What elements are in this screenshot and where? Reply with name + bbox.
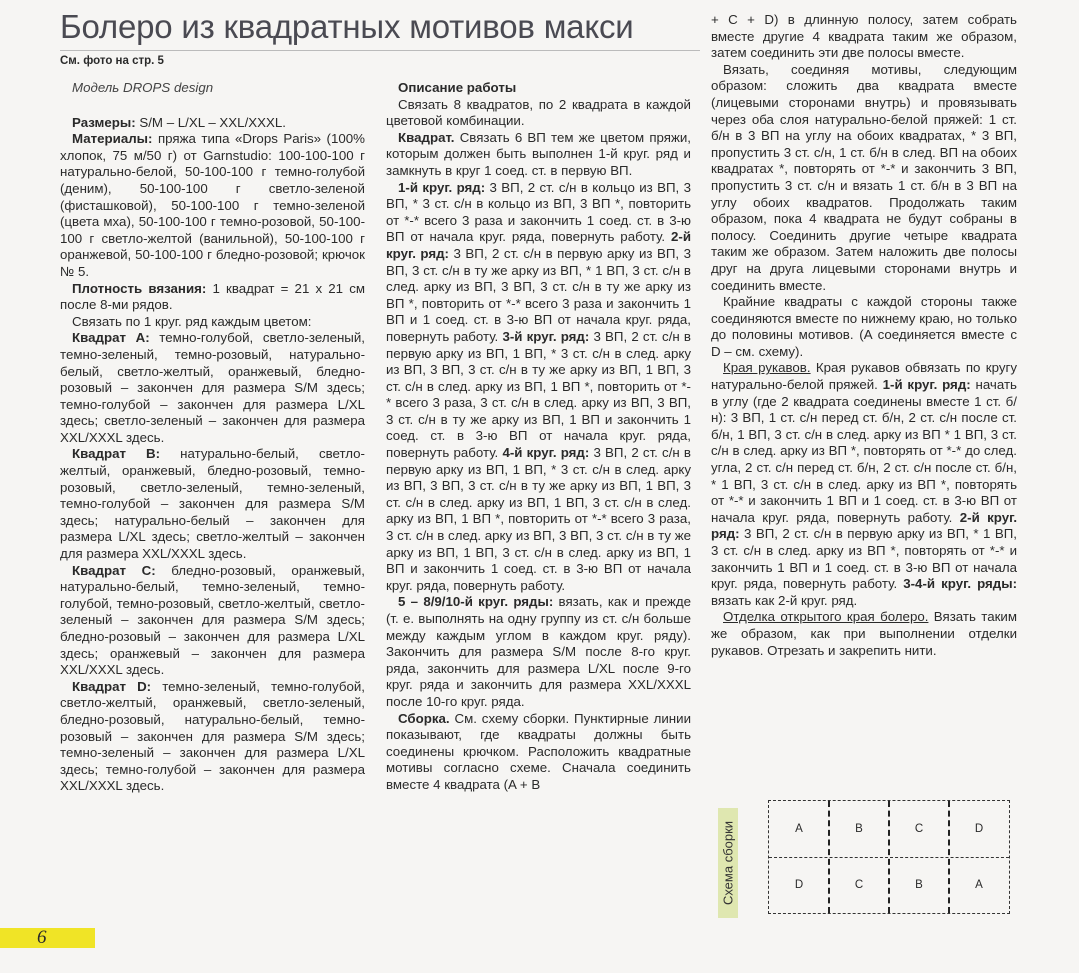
square-paragraph xyxy=(386,130,691,180)
edge-finish-paragraph xyxy=(711,609,1017,659)
square-c-label: Квадрат C: xyxy=(72,562,156,578)
round5-label: 5 – 8/9/10-й круг. ряды: xyxy=(398,594,554,610)
edge-finish-label: Отделка открытого края болеро. xyxy=(723,609,929,625)
column-materials xyxy=(60,80,365,795)
model-credit: Модель DROPS design xyxy=(72,80,214,95)
edge-squares-paragraph: Крайние квадраты с каждой стороны также соединяются вместе по нижнему краю, но только до половины мотивов. (A соединяется вместе с D – см. схему). xyxy=(711,294,1017,359)
scheme-square-bottom-3: B xyxy=(915,879,923,891)
square-a-text: темно-голубой, светло-зеленый, темно-зеленый, темно-розовый, натурально-белый, светло-желтый, оранжевый, бледно-розовый – закончен для размера S/M здесь; темно-голубой – закончен для размера L/XL здесь; светло-зеленый – закончен для размера XXL/XXXL здесь. xyxy=(60,330,365,445)
density-label: Плотность вязания: xyxy=(72,280,207,296)
square-a-label: Квадрат A: xyxy=(72,330,150,346)
sleeve-round34-label: 3-4-й круг. ряды: xyxy=(903,576,1017,592)
round3-label: 3-й круг. ряд: xyxy=(502,328,590,344)
rounds-5-10-paragraph xyxy=(386,594,691,710)
square-d-text: темно-зеленый, темно-голубой, светло-желтый, оранжевый, светло-зеленый, бледно-розовый, натурально-белый, темно-розовый – закончен для размера S/M здесь; темно-зеленый – закончен для размера L/XL здесь; темно-голубой – закончен для размера XXL/XXXL здесь. xyxy=(60,678,365,794)
column-finishing xyxy=(711,12,1017,659)
square-b-paragraph xyxy=(60,446,365,562)
square-d-label: Квадрат D: xyxy=(72,678,152,694)
materials-label: Материалы: xyxy=(72,131,153,147)
scheme-square-top-1: A xyxy=(795,823,803,835)
joining-paragraph: Вязать, соединяя мотивы, следующим образом: сложить два квадрата вместе (лицевыми сторонами внутрь) и провязывать через оба слоя натурально-белой пряжей: 1 ст. б/н в 3 ВП на углу на обоих квадратах, * 3 ВП, пропустить 3 ст. с/н, 1 ст. б/н в след. ВП на обоих квадратах *, повторять от *-* и закончить 3 ВП, пропустить 3 ст. с/н и вязать 1 ст. б/н в 3 ВП на углу обоих квадратов. Продолжать таким образом, пока 4 квадрата не будут собраны в полосу. Соединить другие четыре квадрата таким же образом. Затем наложить две полосы друг на друга лицевыми сторонами внутрь и соединить вместе. xyxy=(711,61,1017,293)
materials-paragraph xyxy=(60,131,365,280)
round2-label: 2-й круг. ряд: xyxy=(386,229,691,261)
round4-label: 4-й круг. ряд: xyxy=(502,445,590,461)
edge-finish-text: Вязать таким же образом, как при выполнении отделки рукавов. Отрезать и закрепить нити. xyxy=(711,609,1017,658)
scheme-square-bottom-1: D xyxy=(794,879,804,891)
square-a-paragraph xyxy=(60,330,365,446)
page-number-tab xyxy=(0,928,95,948)
work-description-heading: Описание работы xyxy=(398,80,517,95)
sizes-paragraph xyxy=(60,115,365,132)
column-instructions xyxy=(386,80,691,794)
round1-text: 3 ВП, 2 ст. с/н в кольцо из ВП, 3 ВП, * 3 ст. с/н в кольцо из ВП, 3 ВП *, повторить от *-* всего 3 раза и закончить 1 соед. ст. в 3-ю ВП от начала круг. ряда, повернуть работу. xyxy=(386,179,691,245)
page-title: Болеро из квадратных мотивов макси xyxy=(60,8,634,45)
square-label: Квадрат. xyxy=(398,129,455,145)
sizes-label: Размеры: xyxy=(72,114,136,130)
round5-text: вязать, как и прежде (т. е. выполнять на одну группу из ст. с/н больше между каждым углом в каждом круг. ряду). Закончить для размера S/M после 8-го круг. ряда, закончить для размера L/XL после 9-го круг. ряда и закончить для размера XXL/XXXL после 10-го круг. ряда. xyxy=(386,594,691,709)
round1-label: 1-й круг. ряд: xyxy=(398,179,486,195)
sleeve-round34-text: вязать как 2-й круг. ряд. xyxy=(711,592,858,608)
scheme-square-top-2: B xyxy=(855,823,863,835)
square-d-paragraph xyxy=(60,679,365,795)
sleeve-round1-text: начать в углу (где 2 квадрата соединены вместе 1 ст. б/н): 3 ВП, 1 ст. с/н перед ст. б/н, 2 ст. с/н после ст. б/н, 1 ВП, 3 ст. с/н в след. арку из ВП * 1 ВП, 3 ст. с/н в след. арку из ВП *, повторять от *-* до след. угла, 2 ст. с/н перед ст. б/н, 2 ст. с/н после ст. б/н, * 1 ВП, 3 ст. с/н в след. арку из ВП *, повторять от *-* и закончить 1 ВП и 1 соед. ст. в 3-ю ВП от начала круг. ряда, повернуть работу. xyxy=(711,377,1017,525)
square-text: Связать 6 ВП тем же цветом пряжи, которым должен быть выполнен 1-й круг. ряд и замкнуть в круг 1 соед. ст. в первую ВП. xyxy=(386,129,691,178)
assembly-scheme-diagram xyxy=(768,800,1010,914)
color-intro: Связать по 1 круг. ряд каждым цветом: xyxy=(72,313,312,329)
round4-text: 3 ВП, 2 ст. с/н в первую арку из ВП, 1 ВП, * 3 ст. с/н в след. арку из ВП, 3 ВП, 3 ст. с/н в ту же арку из ВП, 1 ВП, 3 ст. с/н в след. арку из ВП, 1 ВП, 3 ст. с/н в след. арку из ВП, 1 ВП *, повторить от *-* всего 3 раза, 3 ст. с/н в след. арку из ВП, 3 ВП, 3 ст. с/н в ту же арку из ВП, 1 ВП, 3 ст. с/н в след. арку из ВП, 1 ВП и закончить 1 соед. ст. в 3-ю ВП от начала круг. ряда, повернуть работу. xyxy=(386,445,691,593)
photo-reference: См. фото на стр. 5 xyxy=(60,55,164,67)
scheme-label xyxy=(718,808,738,918)
density-paragraph xyxy=(60,281,365,314)
scheme-label-text: Схема сборки xyxy=(720,820,736,906)
density-text: 1 квадрат = 21 x 21 см после 8-ми рядов. xyxy=(60,280,365,313)
assembly-continued: + C + D) в длинную полосу, затем собрать вместе другие 4 квадрата таким же образом, затем соединить эти две полосы вместе. xyxy=(711,12,1017,61)
section-heading xyxy=(386,80,691,97)
scheme-square-top-3: C xyxy=(914,823,924,835)
sleeves-label: Края рукавов. xyxy=(723,360,811,376)
square-c-text: бледно-розовый, оранжевый, натурально-белый, темно-зеленый, темно-голубой, темно-розовый, светло-желтый, светло-зеленый – закончен для размера S/M здесь; бледно-розовый – закончен для размера L/XL здесь; оранжевый – закончен для размера XXL/XXXL здесь. xyxy=(60,562,365,678)
title-divider xyxy=(60,50,700,51)
sizes-text: S/M – L/XL – XXL/XXXL. xyxy=(135,114,286,130)
intro-paragraph: Связать 8 квадратов, по 2 квадрата в каждой цветовой комбинации. xyxy=(386,96,691,129)
sleeves-text: Края рукавов обвязать по кругу натурально-белой пряжей. xyxy=(711,360,1017,393)
round2-text: 3 ВП, 2 ст. с/н в первую арку из ВП, 3 ВП, 3 ст. с/н в ту же арку из ВП, * 1 ВП, 3 ст. с/н в след. арку из ВП, 3 ВП, 3 ст. с/н в ту же арку из ВП *, повторить от *-* всего 3 раза и закончить 1 ВП и 1 соед. ст. в 3-ю ВП от начала круг. ряда, повернуть работу. xyxy=(386,245,691,344)
scheme-square-bottom-4: A xyxy=(975,879,983,891)
scheme-square-bottom-2: C xyxy=(854,879,864,891)
sleeve-round1-label: 1-й круг. ряд: xyxy=(882,377,971,393)
assembly-paragraph xyxy=(386,711,691,794)
sleeve-round2-label: 2-й круг. ряд: xyxy=(711,509,1018,542)
rounds-paragraph xyxy=(386,180,691,595)
square-b-text: натурально-белый, светло-желтый, оранжевый, бледно-розовый, темно-розовый, светло-зеленый, темно-зеленый, темно-голубой – закончен для размера S/M здесь; натурально-белый – закончен для размера L/XL здесь; светло-желтый – закончен для размера XXL/XXXL здесь. xyxy=(60,446,365,562)
assembly-label: Сборка. xyxy=(398,710,450,726)
assembly-text: См. схему сборки. Пунктирные линии показывают, где квадраты должны быть соединены крючком. Расположить квадратные мотивы согласно схеме. Сначала соединить вместе 4 квадрата (A + B xyxy=(386,710,691,792)
square-c-paragraph xyxy=(60,563,365,679)
page-number: 6 xyxy=(37,927,47,948)
sleeve-round2-text: 3 ВП, 2 ст. с/н в первую арку из ВП, * 1 ВП, 3 ст. с/н в след. арку из ВП *, повторять от *-* и закончить 1 ВП и 1 соед. ст. в 3-ю ВП от начала круг. ряда, повернуть работу. xyxy=(711,526,1017,592)
materials-text: пряжа типа «Drops Paris» (100% хлопок, 75 м/50 г) от Garnstudio: 100-100-100 г натурально-белой, 50-100-100 г темно-голубой (деним), 50-100-100 г светло-зеленой (фисташковой), 50-100-100 г темно-зеленой (цвета мха), 50-100-100 г темно-розовой, 50-100-100 г светло-желтой (ванильной), 50-100-100 г оранжевой, 50-100-100 г бледно-розовой; крючок № 5. xyxy=(60,131,365,279)
sleeves-paragraph xyxy=(711,360,1017,609)
round3-text: 3 ВП, 2 ст. с/н в первую арку из ВП, 1 ВП, * 3 ст. с/н в след. арку из ВП, 3 ВП, 3 ст. с/н в ту же арку из ВП, 1 ВП, 3 ст. с/н в след. арку из ВП, 1 ВП *, повторить от *-* всего 3 раза, 3 ст. с/н в след. арку из ВП, 3 ВП, 3 ст. с/н в ту же арку из ВП, 1 ВП и закончить 1 соед. ст. в 3-ю ВП от начала круг. ряда, повернуть работу. xyxy=(386,328,691,461)
scheme-square-top-4: D xyxy=(974,823,984,835)
square-b-label: Квадрат B: xyxy=(72,446,161,462)
